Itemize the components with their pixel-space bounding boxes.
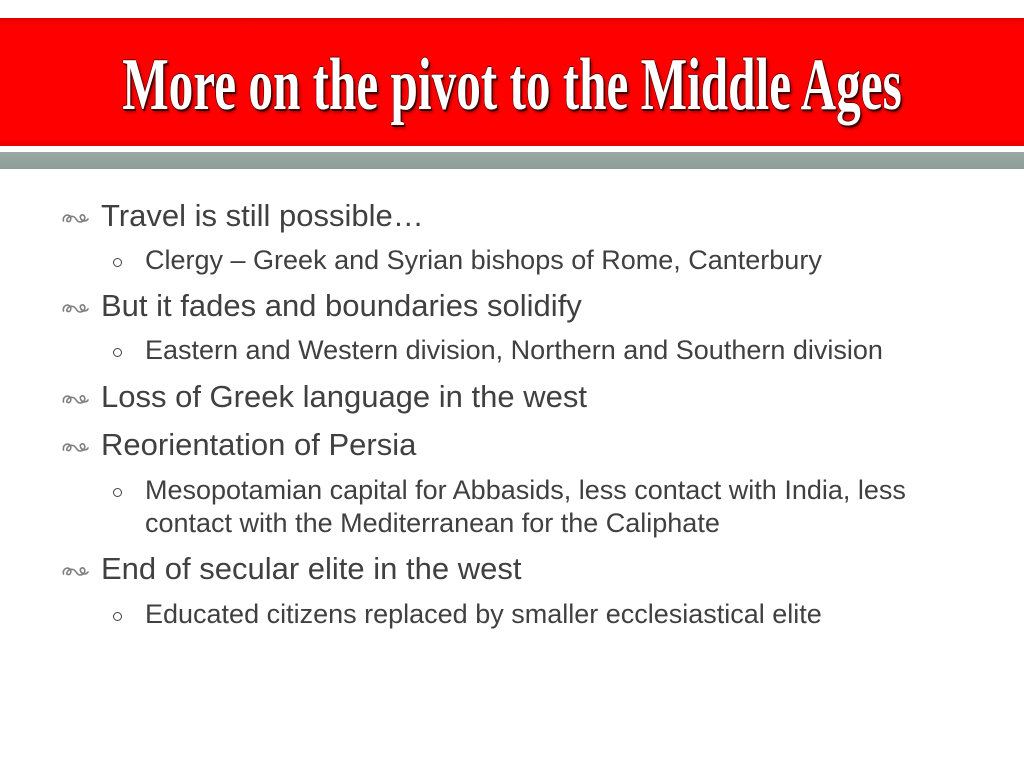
loop-bullet-icon <box>62 441 89 454</box>
bullet-item <box>0 198 1024 234</box>
bullet-item <box>0 427 1024 463</box>
bullet-text: Travel is still possible… <box>101 198 424 233</box>
loop-bullet-icon <box>62 302 89 315</box>
loop-bullet-icon <box>62 212 89 225</box>
circle-bullet-icon <box>113 488 122 497</box>
sub-bullet-text: Eastern and Western division, Northern and Southern division <box>145 335 883 365</box>
loop-bullet-icon <box>62 393 89 406</box>
circle-bullet-icon <box>113 348 122 357</box>
circle-bullet-icon <box>113 612 122 621</box>
bullet-item <box>0 288 1024 324</box>
circle-bullet-icon <box>113 258 122 267</box>
slide-title: More on the pivot to the Middle Ages <box>122 44 902 126</box>
bullet-text: Reorientation of Persia <box>101 427 417 462</box>
sub-bullet-text: Mesopotamian capital for Abbasids, less contact with India, less contact with the Mediterranean for the Caliphate <box>145 475 906 538</box>
loop-bullet-icon <box>62 565 89 578</box>
bullet-text: Loss of Greek language in the west <box>101 379 587 414</box>
bullet-item <box>0 379 1024 415</box>
bullet-text: End of secular elite in the west <box>101 551 522 586</box>
bullet-text: But it fades and boundaries solidify <box>101 288 582 323</box>
sub-bullet-text: Clergy – Greek and Syrian bishops of Rome, Canterbury <box>145 245 822 275</box>
sub-bullet-text: Educated citizens replaced by smaller ecclesiastical elite <box>145 599 822 629</box>
bullet-item <box>0 551 1024 587</box>
